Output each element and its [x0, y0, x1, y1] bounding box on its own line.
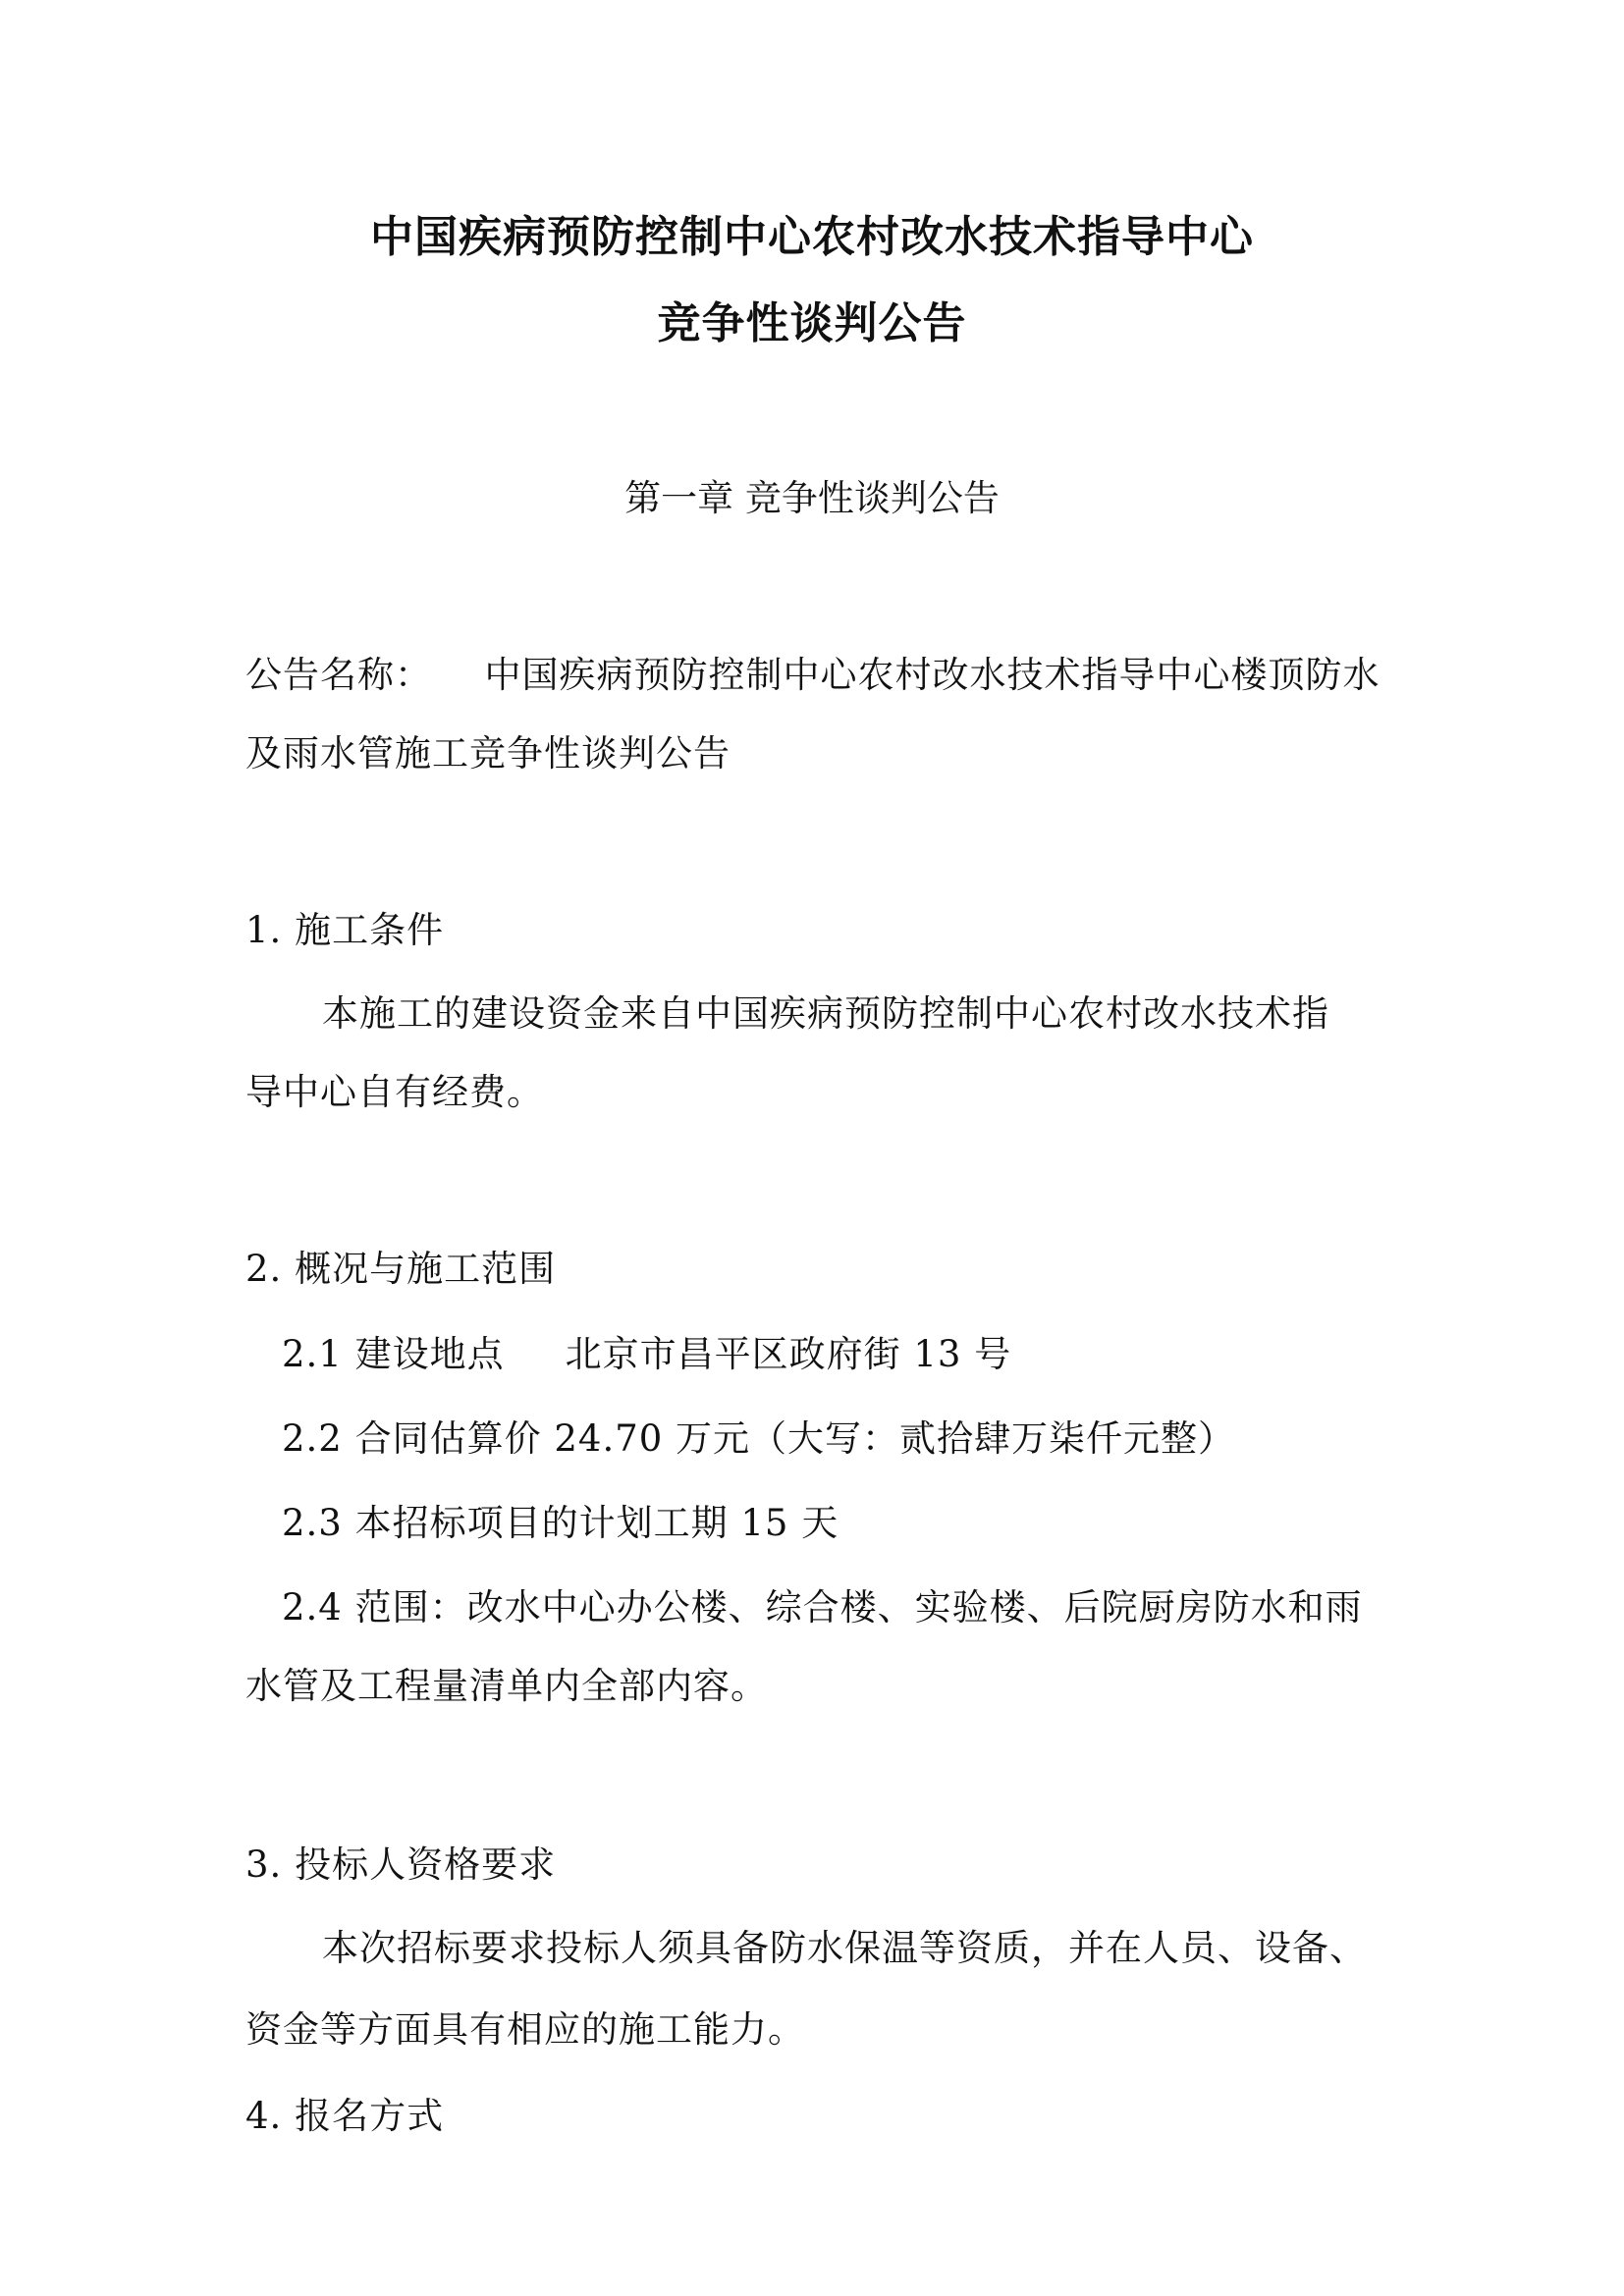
- section-3-paragraph-line-2: 资金等方面具有相应的施工能力。: [245, 2008, 805, 2051]
- section-2-item-4-line-1: 2.4 范围：改水中心办公楼、综合楼、实验楼、后院厨房防水和雨: [282, 1586, 1363, 1629]
- announcement-name-line-2: 及雨水管施工竞争性谈判公告: [245, 732, 731, 774]
- section-2-item-2: 2.2 合同估算价 24.70 万元（大写：贰拾肆万柒仟元整）: [282, 1417, 1236, 1460]
- section-3-paragraph-line-1: 本次招标要求投标人须具备防水保温等资质，并在人员、设备、: [322, 1927, 1367, 1969]
- section-1-paragraph-line-1: 本施工的建设资金来自中国疾病预防控制中心农村改水技术指: [322, 992, 1329, 1035]
- section-3-heading: 3. 投标人资格要求: [245, 1843, 557, 1886]
- chapter-heading: 第一章 竞争性谈判公告: [624, 477, 1000, 519]
- section-2-item-1: [282, 1327, 1431, 1382]
- item-1-label: 2.1 建设地点: [282, 1333, 505, 1375]
- section-4-heading: 4. 报名方式: [245, 2095, 445, 2137]
- section-2-item-4-line-2: 水管及工程量清单内全部内容。: [245, 1665, 768, 1707]
- section-2-item-3: 2.3 本招标项目的计划工期 15 天: [282, 1502, 839, 1544]
- section-2-heading: 2. 概况与施工范围: [245, 1248, 557, 1290]
- announcement-label: 公告名称：: [245, 654, 432, 696]
- item-1-value: 北京市昌平区政府街 13 号: [565, 1333, 1012, 1375]
- section-1-heading: 1. 施工条件: [245, 909, 445, 951]
- document-title-line-2: 竞争性谈判公告: [657, 298, 967, 348]
- announcement-name: 中国疾病预防控制中心农村改水技术指导中心楼顶防水: [484, 654, 1380, 696]
- announcement-name-line-1: [245, 648, 1394, 703]
- section-1-paragraph-line-2: 导中心自有经费。: [245, 1071, 544, 1113]
- document-title-line-1: 中国疾病预防控制中心农村改水技术指导中心: [370, 212, 1254, 262]
